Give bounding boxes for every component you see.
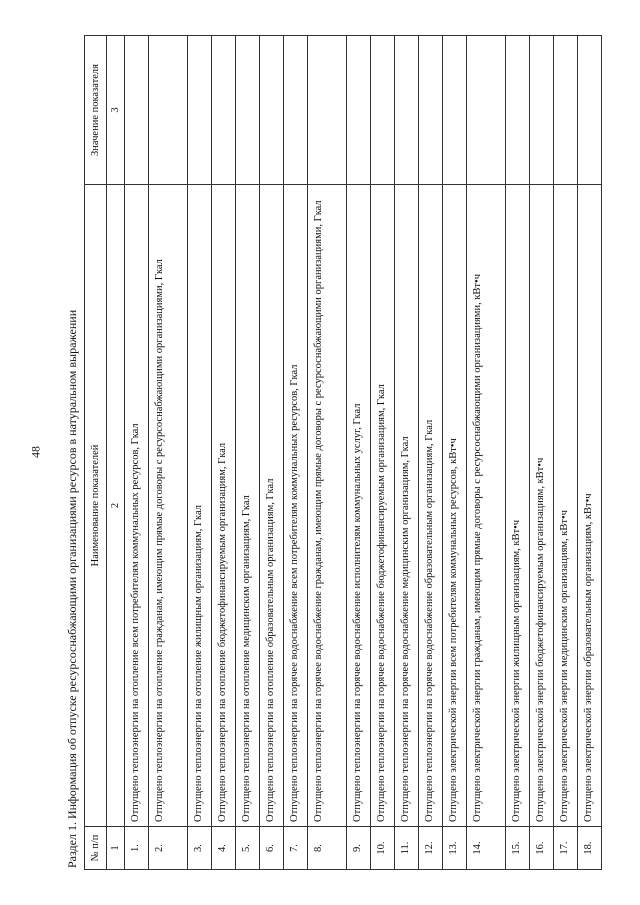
column-index-3: 3 [107,36,125,185]
table-row [578,36,602,870]
table-row [260,36,284,870]
table-row [443,36,467,870]
row-number: 7. [284,827,308,870]
row-indicator-name: Отпущено электрической энергии бюджетофинансируемым организациям, кВт•ч [530,185,554,827]
table-row [395,36,419,870]
row-indicator-value [467,36,506,185]
row-number: 1. [125,827,149,870]
row-number: 6. [260,827,284,870]
row-indicator-value [188,36,212,185]
row-indicator-name: Отпущено теплоэнергии на горячее водоснабжение медицинским организациям, Гкал [395,185,419,827]
row-number: 15. [506,827,530,870]
column-index-1: 1 [107,827,125,870]
row-indicator-value [371,36,395,185]
table-row [347,36,371,870]
row-number: 18. [578,827,602,870]
row-indicator-name: Отпущено теплоэнергии на горячее водоснабжение всем потребителям коммунальных ресурсов, Гкал [284,185,308,827]
row-indicator-name: Отпущено теплоэнергии на отопление гражданам, имеющим прямые договоры с ресурсоснабжающими организациями, Гкал [149,185,188,827]
row-number: 13. [443,827,467,870]
table-row [188,36,212,870]
row-indicator-value [347,36,371,185]
row-indicator-name: Отпущено электрической энергии образовательным организациям, кВт•ч [578,185,602,827]
row-indicator-value [260,36,284,185]
row-number: 16. [530,827,554,870]
table-row [125,36,149,870]
rotated-page-content [64,35,640,870]
resource-supply-table [84,35,602,870]
row-number: 2. [149,827,188,870]
table-row [467,36,506,870]
row-number: 12. [419,827,443,870]
row-indicator-value [212,36,236,185]
row-number: 14. [467,827,506,870]
section-title: Раздел 1. Информация об отпуске ресурсоснабжающими организациями ресурсов в натуральном выражении [65,309,79,868]
row-indicator-name: Отпущено теплоэнергии на отопление образовательным организациям, Гкал [260,185,284,827]
column-index-2: 2 [107,185,125,827]
table-row [212,36,236,870]
header-name: Наименование показателей [85,185,107,827]
table-row [284,36,308,870]
row-indicator-name: Отпущено теплоэнергии на горячее водоснабжение гражданам, имеющим прямые договоры с ресурсоснабжающими организациями, Гкал [308,185,347,827]
row-number: 8. [308,827,347,870]
table-row [308,36,347,870]
row-indicator-name: Отпущено теплоэнергии на отопление жилищным организациям, Гкал [188,185,212,827]
row-number: 11. [395,827,419,870]
row-indicator-value [149,36,188,185]
row-indicator-name: Отпущено электрической энергии жилищным организациям, кВт•ч [506,185,530,827]
row-indicator-value [530,36,554,185]
row-indicator-name: Отпущено теплоэнергии на отопление медицинским организациям, Гкал [236,185,260,827]
row-indicator-value [578,36,602,185]
header-value: Значение показателя [85,36,107,185]
row-indicator-value [419,36,443,185]
row-indicator-name: Отпущено теплоэнергии на горячее водоснабжение образовательным организациям, Гкал [419,185,443,827]
column-index-row [107,36,125,870]
table-header-row [85,36,107,870]
row-indicator-name: Отпущено теплоэнергии на отопление всем потребителям коммунальных ресурсов, Гкал [125,185,149,827]
table-row [506,36,530,870]
row-number: 4. [212,827,236,870]
row-indicator-value [284,36,308,185]
page-number: 48 [28,446,43,458]
table-row [530,36,554,870]
table-body [125,36,602,870]
row-indicator-value [125,36,149,185]
table-row [236,36,260,870]
row-indicator-value [506,36,530,185]
row-number: 9. [347,827,371,870]
table-row [554,36,578,870]
row-indicator-value [554,36,578,185]
row-indicator-name: Отпущено электрической энергии гражданам, имеющим прямые договоры с ресурсоснабжающими организациями, кВт•ч [467,185,506,827]
row-number: 3. [188,827,212,870]
row-indicator-value [395,36,419,185]
header-num: № п/п [85,827,107,870]
table-row [419,36,443,870]
row-indicator-value [443,36,467,185]
row-indicator-value [236,36,260,185]
row-number: 10. [371,827,395,870]
table-row [149,36,188,870]
row-indicator-name: Отпущено теплоэнергии на горячее водоснабжение исполнителям коммунальных услуг, Гкал [347,185,371,827]
table-row [371,36,395,870]
row-indicator-name: Отпущено электрической энергии медицинским организациям, кВт•ч [554,185,578,827]
row-indicator-name: Отпущено теплоэнергии на отопление бюджетофинансируемым организациям, Гкал [212,185,236,827]
row-indicator-name: Отпущено теплоэнергии на горячее водоснабжение бюджетофинансируемым организациям, Гкал [371,185,395,827]
row-number: 17. [554,827,578,870]
row-number: 5. [236,827,260,870]
row-indicator-name: Отпущено электрической энергии всем потребителям коммунальных ресурсов, кВт•ч [443,185,467,827]
row-indicator-value [308,36,347,185]
